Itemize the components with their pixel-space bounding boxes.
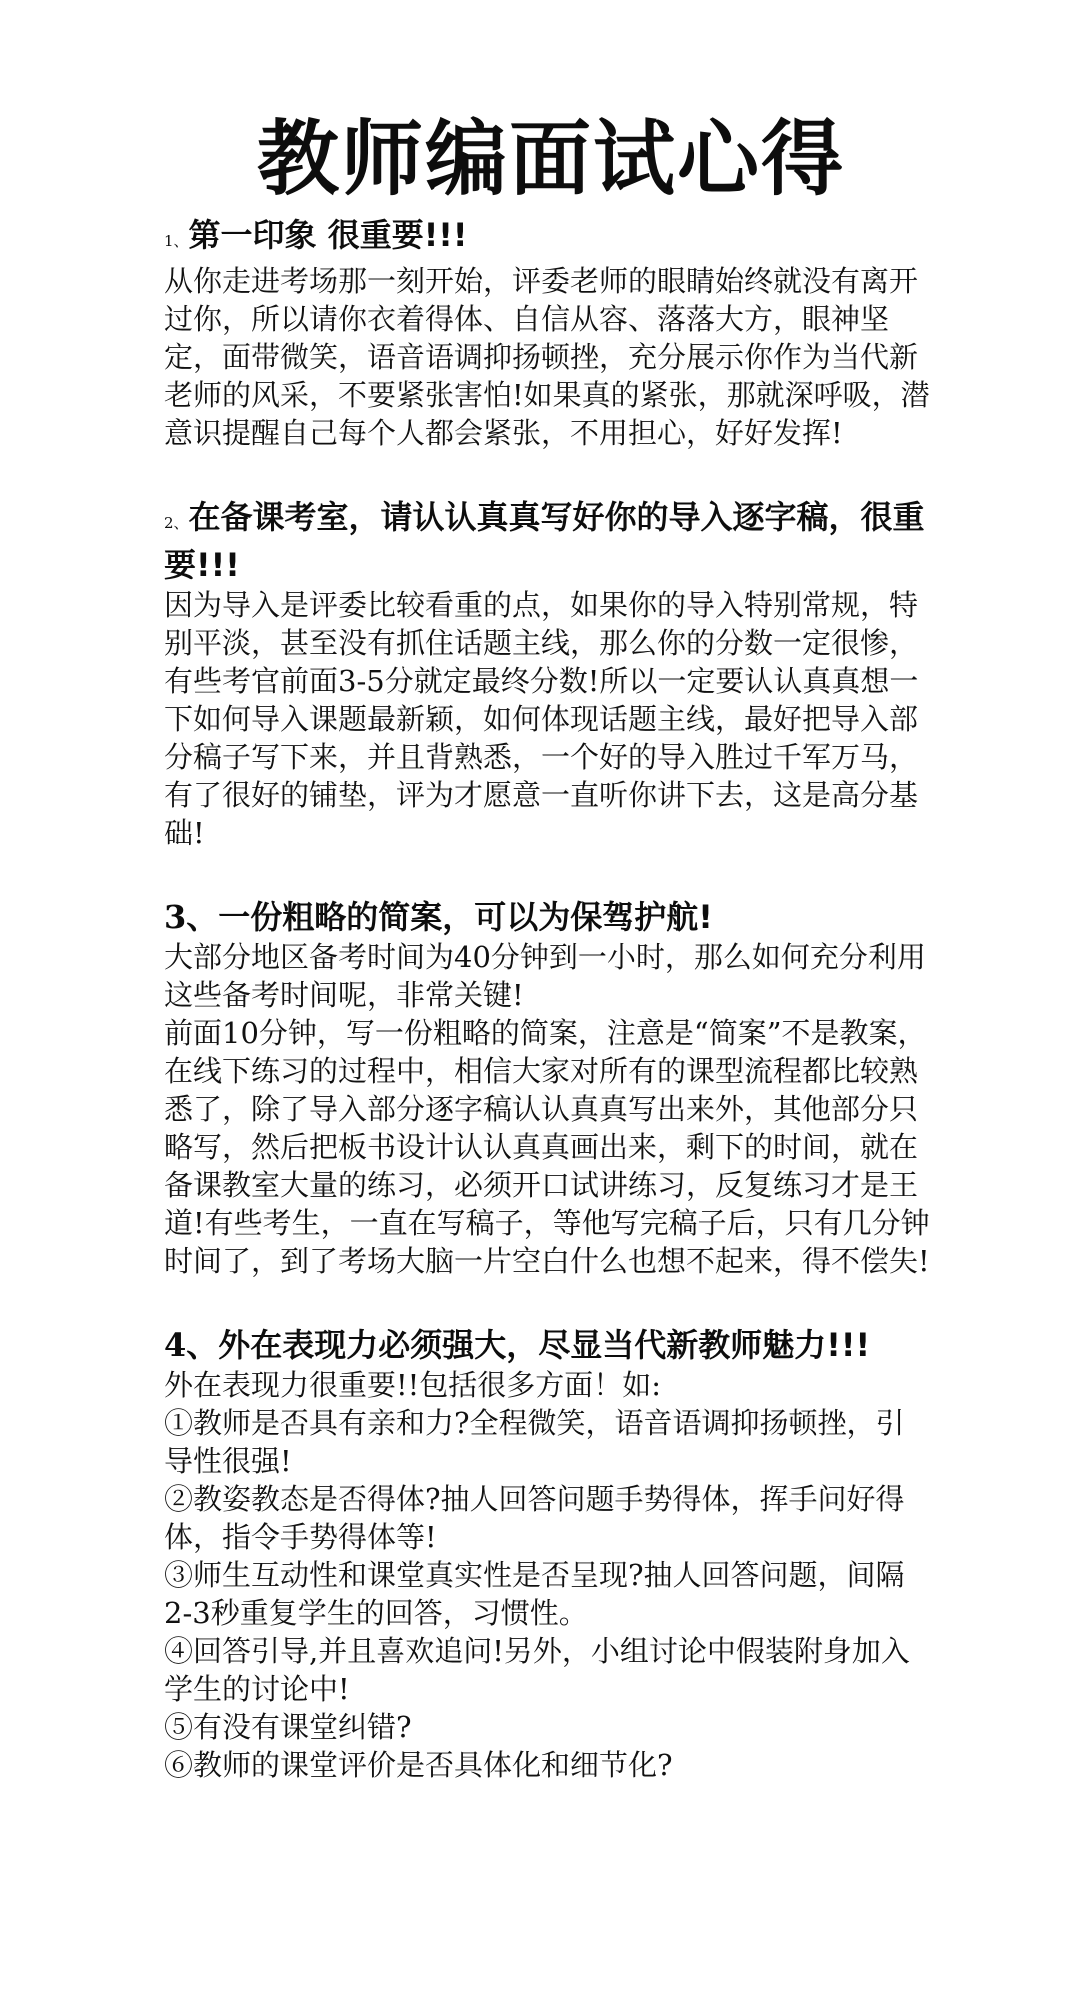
section-number: 2、	[164, 514, 189, 532]
section-heading-text: 第一印象 很重要!!!	[188, 216, 468, 254]
section-lesson-intro	[164, 496, 930, 852]
section-body	[164, 938, 930, 1280]
section-body	[164, 1366, 930, 1784]
section-heading	[164, 214, 930, 262]
section-brief-plan	[164, 896, 930, 1280]
section-number: 4、	[164, 1326, 219, 1364]
section-first-impression	[164, 214, 930, 452]
section-body	[164, 586, 930, 852]
list-item: ⑥教师的课堂评价是否具体化和细节化?	[164, 1748, 673, 1782]
section-heading	[164, 496, 930, 586]
paragraph: 从你走进考场那一刻开始，评委老师的眼睛始终就没有离开过你，所以请你衣着得体、自信从容、落落大方，眼神坚定，面带微笑，语音语调抑扬顿挫，充分展示你作为当代新老师的风采，不要紧张害怕!如果真的紧张，那就深呼吸，潜意识提醒自己每个人都会紧张，不用担心，好好发挥!	[164, 264, 930, 450]
paragraph: 因为导入是评委比较看重的点，如果你的导入特别常规，特别平淡，甚至没有抓住话题主线，那么你的分数一定很惨，有些考官前面3-5分就定最终分数!所以一定要认认真真想一下如何导入课题最新颖，如何体现话题主线，最好把导入部分稿子写下来，并且背熟悉，一个好的导入胜过千军万马，有了很好的铺垫，评为才愿意一直听你讲下去，这是高分基础!	[164, 588, 919, 850]
paragraph: 前面10分钟，写一份粗略的简案，注意是“简案”不是教案，在线下练习的过程中，相信大家对所有的课型流程都比较熟悉了，除了导入部分逐字稿认认真真写出来外，其他部分只略写，然后把板书设计认认真真画出来，剩下的时间，就在备课教室大量的练习，必须开口试讲练习，反复练习才是王道!有些考生，一直在写稿子，等他写完稿子后，只有几分钟时间了，到了考场大脑一片空白什么也想不起来，得不偿失!	[164, 1016, 930, 1278]
paragraph: 大部分地区备考时间为40分钟到一小时，那么如何充分利用这些备考时间呢，非常关键!	[164, 940, 926, 1012]
list-item: ①教师是否具有亲和力?全程微笑，语音语调抑扬顿挫，引导性很强!	[164, 1406, 905, 1478]
section-body	[164, 262, 930, 452]
section-heading	[164, 1324, 930, 1366]
section-heading-text: 一份粗略的简案，可以为保驾护航!	[218, 898, 713, 936]
page-title: 教师编面试心得	[256, 112, 845, 207]
list-item: ③师生互动性和课堂真实性是否呈现?抽人回答问题，间隔2-3秒重复学生的回答，习惯性。	[164, 1558, 905, 1630]
section-heading	[164, 896, 930, 938]
section-number: 3、	[164, 898, 219, 936]
paragraph: 外在表现力很重要!!包括很多方面！如:	[164, 1368, 662, 1402]
section-heading-text: 在备课考室，请认认真真写好你的导入逐字稿，很重要!!!	[164, 498, 925, 584]
section-presence	[164, 1324, 930, 1784]
section-number: 1、	[164, 232, 189, 250]
list-item: ②教姿教态是否得体?抽人回答问题手势得体，挥手问好得体，指令手势得体等!	[164, 1482, 905, 1554]
list-item: ⑤有没有课堂纠错?	[164, 1710, 412, 1744]
section-heading-text: 外在表现力必须强大，尽显当代新教师魅力!!!	[218, 1326, 871, 1364]
list-item: ④回答引导,并且喜欢追问!另外，小组讨论中假装附身加入学生的讨论中!	[164, 1634, 910, 1706]
